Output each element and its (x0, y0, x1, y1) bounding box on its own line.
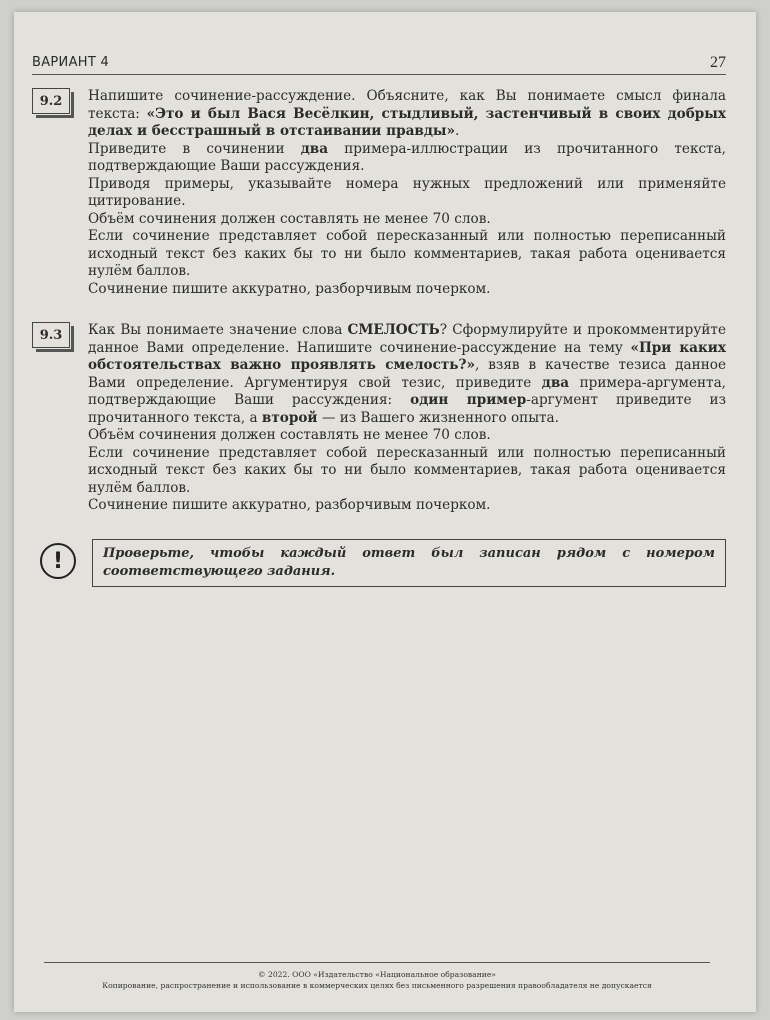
warning-block (32, 535, 726, 591)
task-9-3-paragraph (88, 322, 726, 427)
page-footer (44, 962, 710, 991)
task-9-2-paragraph (88, 141, 726, 176)
text-run: Напишите сочинение-рассуждение. Объясните, как Вы понимаете смысл финала текста: (88, 88, 726, 122)
document-page (14, 12, 756, 1012)
page-number: 27 (710, 54, 726, 71)
bold-word: СМЕЛОСТЬ (347, 322, 440, 338)
task-9-2-paragraph: Сочинение пишите аккуратно, разборчивым почерком. (88, 280, 491, 297)
task-number-badge: 9.3 (32, 322, 70, 348)
task-9-2-paragraph: Приводя примеры, указывайте номера нужных предложений или применяйте цитирование. (88, 175, 726, 209)
task-number-badge: 9.2 (32, 88, 70, 114)
bold-word: второй (261, 409, 318, 426)
task-9-2-paragraph: Если сочинение представляет собой пересказанный или полностью переписанный исходный текст без каких бы то ни было комментариев, такая работа оценивается нулём баллов. (88, 228, 726, 279)
bold-quote: «Это и был Вася Весёлкин, стыдливый, застенчивый в своих добрых делах и бесстрашный в отстаивании правды» (88, 105, 726, 139)
exclamation-icon: ! (40, 543, 76, 579)
text-run: — из Вашего жизненного опыта. (317, 409, 559, 426)
task-9-2-paragraph (88, 88, 726, 141)
text-run: -аргумент приведите из прочитанного текста, а (88, 392, 726, 426)
task-9-2 (32, 88, 726, 298)
task-9-3-text (88, 322, 726, 515)
copyright-notice: Копирование, распространение и использование в коммерческих целях без письменного разрешения правообладателя не допускается (102, 981, 652, 990)
text-run: примера-иллюстрации из прочитанного текста, подтверждающие Ваши рассуждения. (88, 140, 726, 174)
page-header (32, 48, 726, 75)
task-9-3-paragraph: Объём сочинения должен составлять не менее 70 слов. (88, 427, 491, 443)
text-run: Как Вы понимаете значение слова (88, 322, 348, 338)
text-run: , взяв в качестве тезиса данное Вами определение. Аргументируя свой тезис, приведите (88, 357, 727, 391)
task-9-3-paragraph: Сочинение пишите аккуратно, разборчивым почерком. (88, 497, 491, 513)
bold-word: два (541, 374, 570, 391)
copyright-line: © 2022. ООО «Издательство «Национальное образование» (258, 970, 496, 979)
text-run: ? Сформулируйте и прокомментируйте данное Вами определение. Напишите сочинение-рассуждение на тему (88, 322, 726, 356)
task-9-3-paragraph: Если сочинение представляет собой пересказанный или полностью переписанный исходный текст без каких бы то ни было комментариев, такая работа оценивается нулём баллов. (88, 444, 726, 496)
text-run: примера-аргумента, подтверждающие Ваши рассуждения: (88, 374, 726, 408)
task-9-3 (32, 322, 726, 515)
task-9-2-paragraph: Объём сочинения должен составлять не менее 70 слов. (88, 210, 491, 227)
warning-text: Проверьте, чтобы каждый ответ был записан рядом с номером соответствующего задания. (92, 539, 726, 587)
variant-label: ВАРИАНТ 4 (32, 55, 110, 70)
task-9-2-text (88, 88, 726, 298)
text-run: . (455, 123, 460, 139)
bold-word: два (300, 140, 329, 157)
text-run: Приведите в сочинении (88, 140, 301, 157)
bold-word: один пример (410, 392, 527, 408)
bold-topic: «При каких обстоятельствах важно проявлять смелость?» (88, 339, 726, 373)
